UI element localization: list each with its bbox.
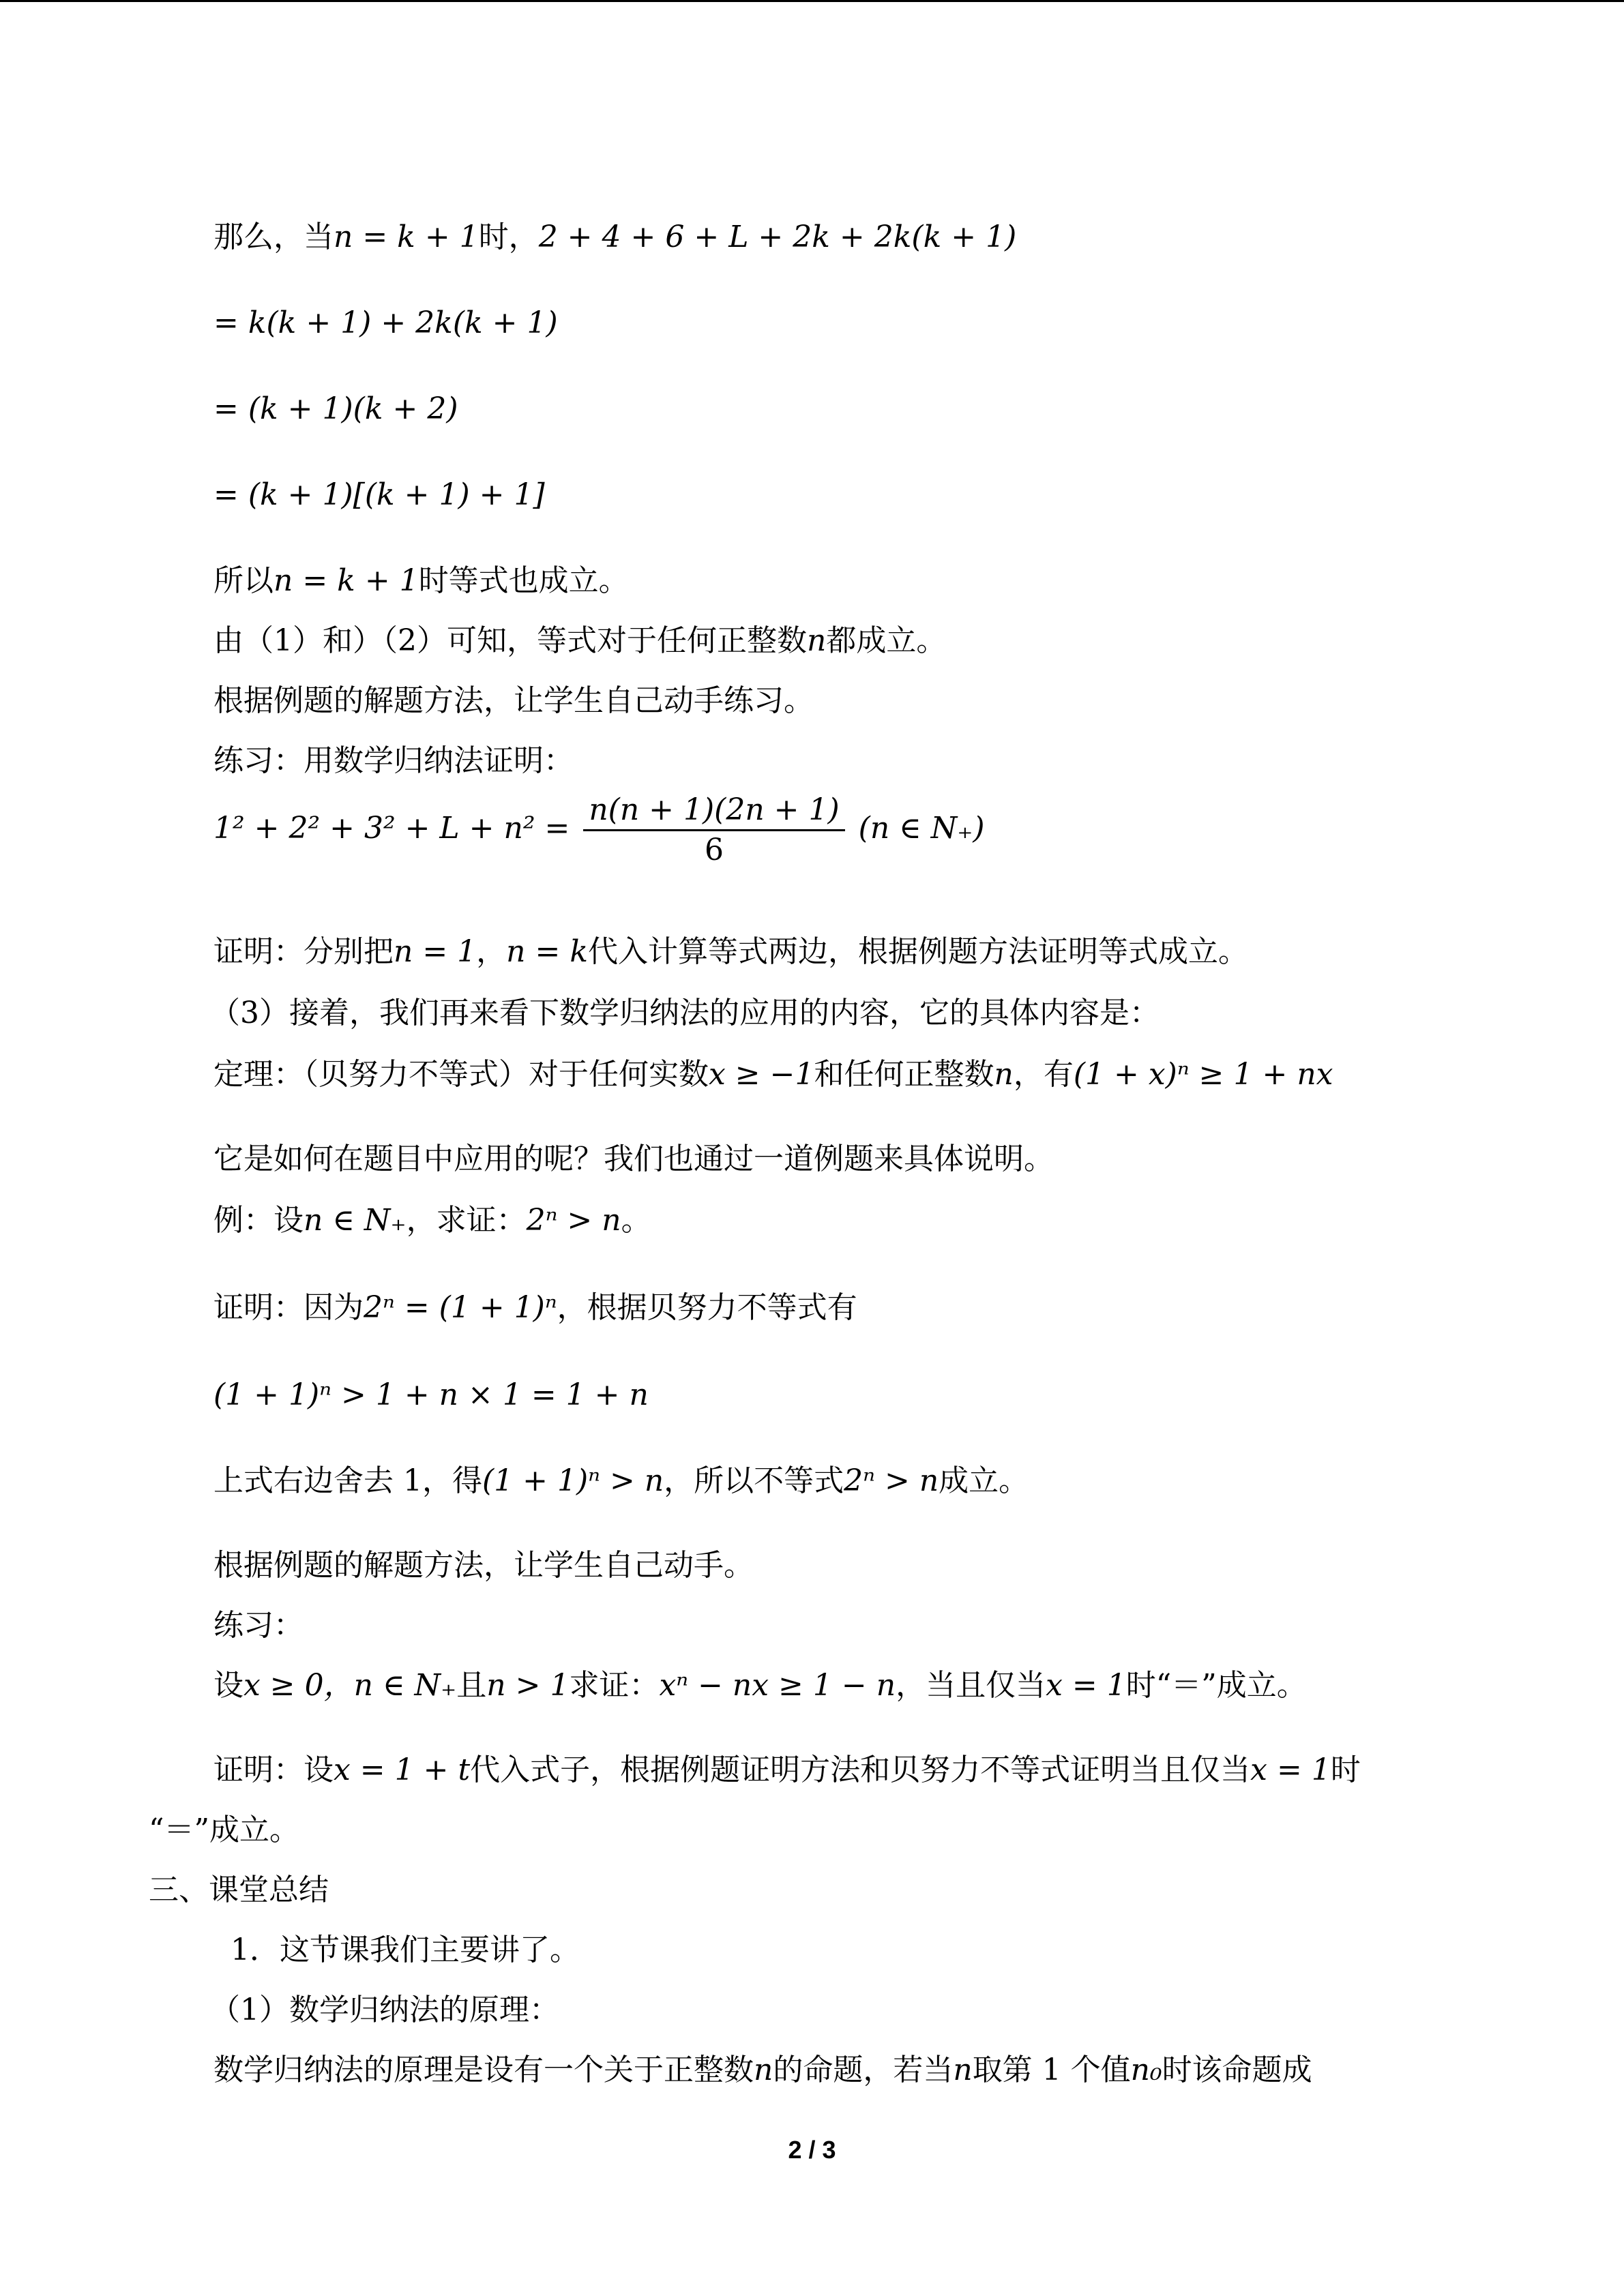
text: 取第 1 个值 — [972, 2053, 1131, 2087]
text: ，所以不等式 — [664, 1463, 844, 1498]
text: 代入式子，根据例题证明方法和贝努力不等式证明当且仅当 — [470, 1753, 1251, 1787]
text: 时， — [478, 220, 539, 254]
text: 由（1）和）（2）可知，等式对于任何正整数 — [213, 623, 807, 658]
text: 时 — [1330, 1753, 1361, 1787]
formula: (1 + x)ⁿ ≥ 1 + nx — [1073, 1057, 1333, 1092]
formula: = (k + 1)(k + 2) — [213, 391, 458, 426]
line-1 — [213, 217, 1016, 258]
section-heading: 三、课堂总结 — [149, 1873, 329, 1907]
line-7: 根据例题的解题方法，让学生自己动手练习。 — [213, 683, 814, 718]
text: 代入计算等式两边，根据例题方法证明等式成立。 — [588, 934, 1249, 969]
formula: n₀ — [1130, 2053, 1162, 2087]
text: ，求证： — [406, 1203, 527, 1238]
formula: = (k + 1)[(k + 1) + 1] — [213, 477, 545, 512]
line-17 — [213, 1461, 1029, 1502]
line-2 — [213, 303, 558, 344]
fraction — [583, 791, 844, 869]
formula: x = 1 — [1046, 1668, 1126, 1703]
text: 数学归纳法的原理是设有一个关于正整数 — [213, 2053, 754, 2087]
formula: 2ⁿ = (1 + 1)ⁿ — [364, 1290, 557, 1325]
formula: 2ⁿ > n — [526, 1203, 621, 1238]
text: 且 — [456, 1668, 487, 1703]
text: 设 — [213, 1668, 243, 1703]
text: ，根据贝努力不等式有 — [557, 1290, 857, 1325]
formula-tail: (n ∈ N₊) — [858, 811, 985, 846]
text: ，当且仅当 — [896, 1668, 1046, 1703]
formula: (1 + 1)ⁿ > 1 + n × 1 = 1 + n — [213, 1377, 649, 1412]
text: ， — [476, 934, 507, 969]
text: 那么，当 — [213, 220, 334, 254]
text: 定理：（贝努力不等式）对于任何实数 — [213, 1057, 709, 1092]
line-13: 它是如何在题目中应用的呢？我们也通过一道例题来具体说明。 — [213, 1142, 1054, 1176]
line-19: 练习： — [213, 1608, 304, 1643]
line-15 — [213, 1287, 857, 1328]
formula: n — [994, 1057, 1014, 1092]
top-rule — [0, 0, 1624, 2]
text: ，有 — [1013, 1057, 1074, 1092]
formula: xⁿ − nx ≥ 1 − n — [659, 1668, 896, 1703]
text: 都成立。 — [826, 623, 947, 658]
text: 证明：设 — [213, 1753, 334, 1787]
formula: n = 1 — [394, 934, 477, 969]
line-26 — [213, 2050, 1312, 2091]
formula: n — [754, 2053, 773, 2087]
formula: x = 1 + t — [334, 1753, 471, 1787]
fraction-numerator: n(n + 1)(2n + 1) — [583, 791, 844, 831]
line-16 — [213, 1375, 649, 1416]
line-14 — [213, 1200, 651, 1241]
line-5 — [213, 561, 629, 601]
text: 所以 — [213, 563, 274, 598]
text: 时该命题成 — [1162, 2053, 1312, 2087]
formula: n = k + 1 — [334, 220, 479, 254]
text: 上式右边舍去 1，得 — [213, 1463, 482, 1498]
formula: n ∈ N₊ — [353, 1668, 457, 1703]
line-9-formula — [213, 791, 985, 869]
line-6 — [213, 621, 946, 661]
formula: x = 1 — [1250, 1753, 1331, 1787]
formula: n > 1 — [486, 1668, 570, 1703]
text: 时等式也成立。 — [418, 563, 629, 598]
text: 例：设 — [213, 1203, 304, 1238]
formula: = k(k + 1) + 2k(k + 1) — [213, 305, 558, 340]
formula: 2ⁿ > n — [844, 1463, 939, 1498]
text: 证明：分别把 — [213, 934, 394, 969]
line-22: “＝”成立。 — [149, 1813, 299, 1847]
line-8: 练习：用数学归纳法证明： — [213, 743, 574, 778]
formula: n = k — [506, 934, 589, 969]
text: 成立。 — [939, 1463, 1029, 1498]
formula: (1 + 1)ⁿ > n — [482, 1463, 664, 1498]
line-25: （1）数学归纳法的原理： — [210, 1993, 559, 2027]
text: 时“＝”成立。 — [1125, 1668, 1307, 1703]
line-21 — [213, 1750, 1361, 1791]
line-4 — [213, 475, 545, 516]
formula-lhs: 1² + 2² + 3² + L + n² = — [213, 811, 570, 846]
formula: 2 + 4 + 6 + L + 2k + 2k(k + 1) — [538, 220, 1017, 254]
formula: n — [953, 2053, 973, 2087]
fraction-denominator: 6 — [704, 833, 724, 867]
formula: n — [807, 623, 827, 658]
line-10 — [213, 931, 1248, 972]
formula: x ≥ 0， — [243, 1668, 354, 1703]
formula: n = k + 1 — [274, 563, 419, 598]
line-3 — [213, 389, 458, 430]
line-24: 1．这节课我们主要讲了。 — [231, 1933, 580, 1967]
text: 和任何正整数 — [814, 1057, 994, 1092]
line-20 — [213, 1665, 1307, 1706]
text: 。 — [621, 1203, 651, 1238]
text: 证明：因为 — [213, 1290, 364, 1325]
line-18: 根据例题的解题方法，让学生自己动手。 — [213, 1548, 754, 1583]
text: 的命题，若当 — [773, 2053, 954, 2087]
text: 求证： — [569, 1668, 660, 1703]
formula: n ∈ N₊ — [304, 1203, 407, 1238]
page-number: 2 / 3 — [788, 2136, 836, 2164]
line-12 — [213, 1054, 1333, 1095]
line-11: （3）接着，我们再来看下数学归纳法的应用的内容，它的具体内容是： — [210, 996, 1160, 1030]
formula: x ≥ −1 — [709, 1057, 814, 1092]
